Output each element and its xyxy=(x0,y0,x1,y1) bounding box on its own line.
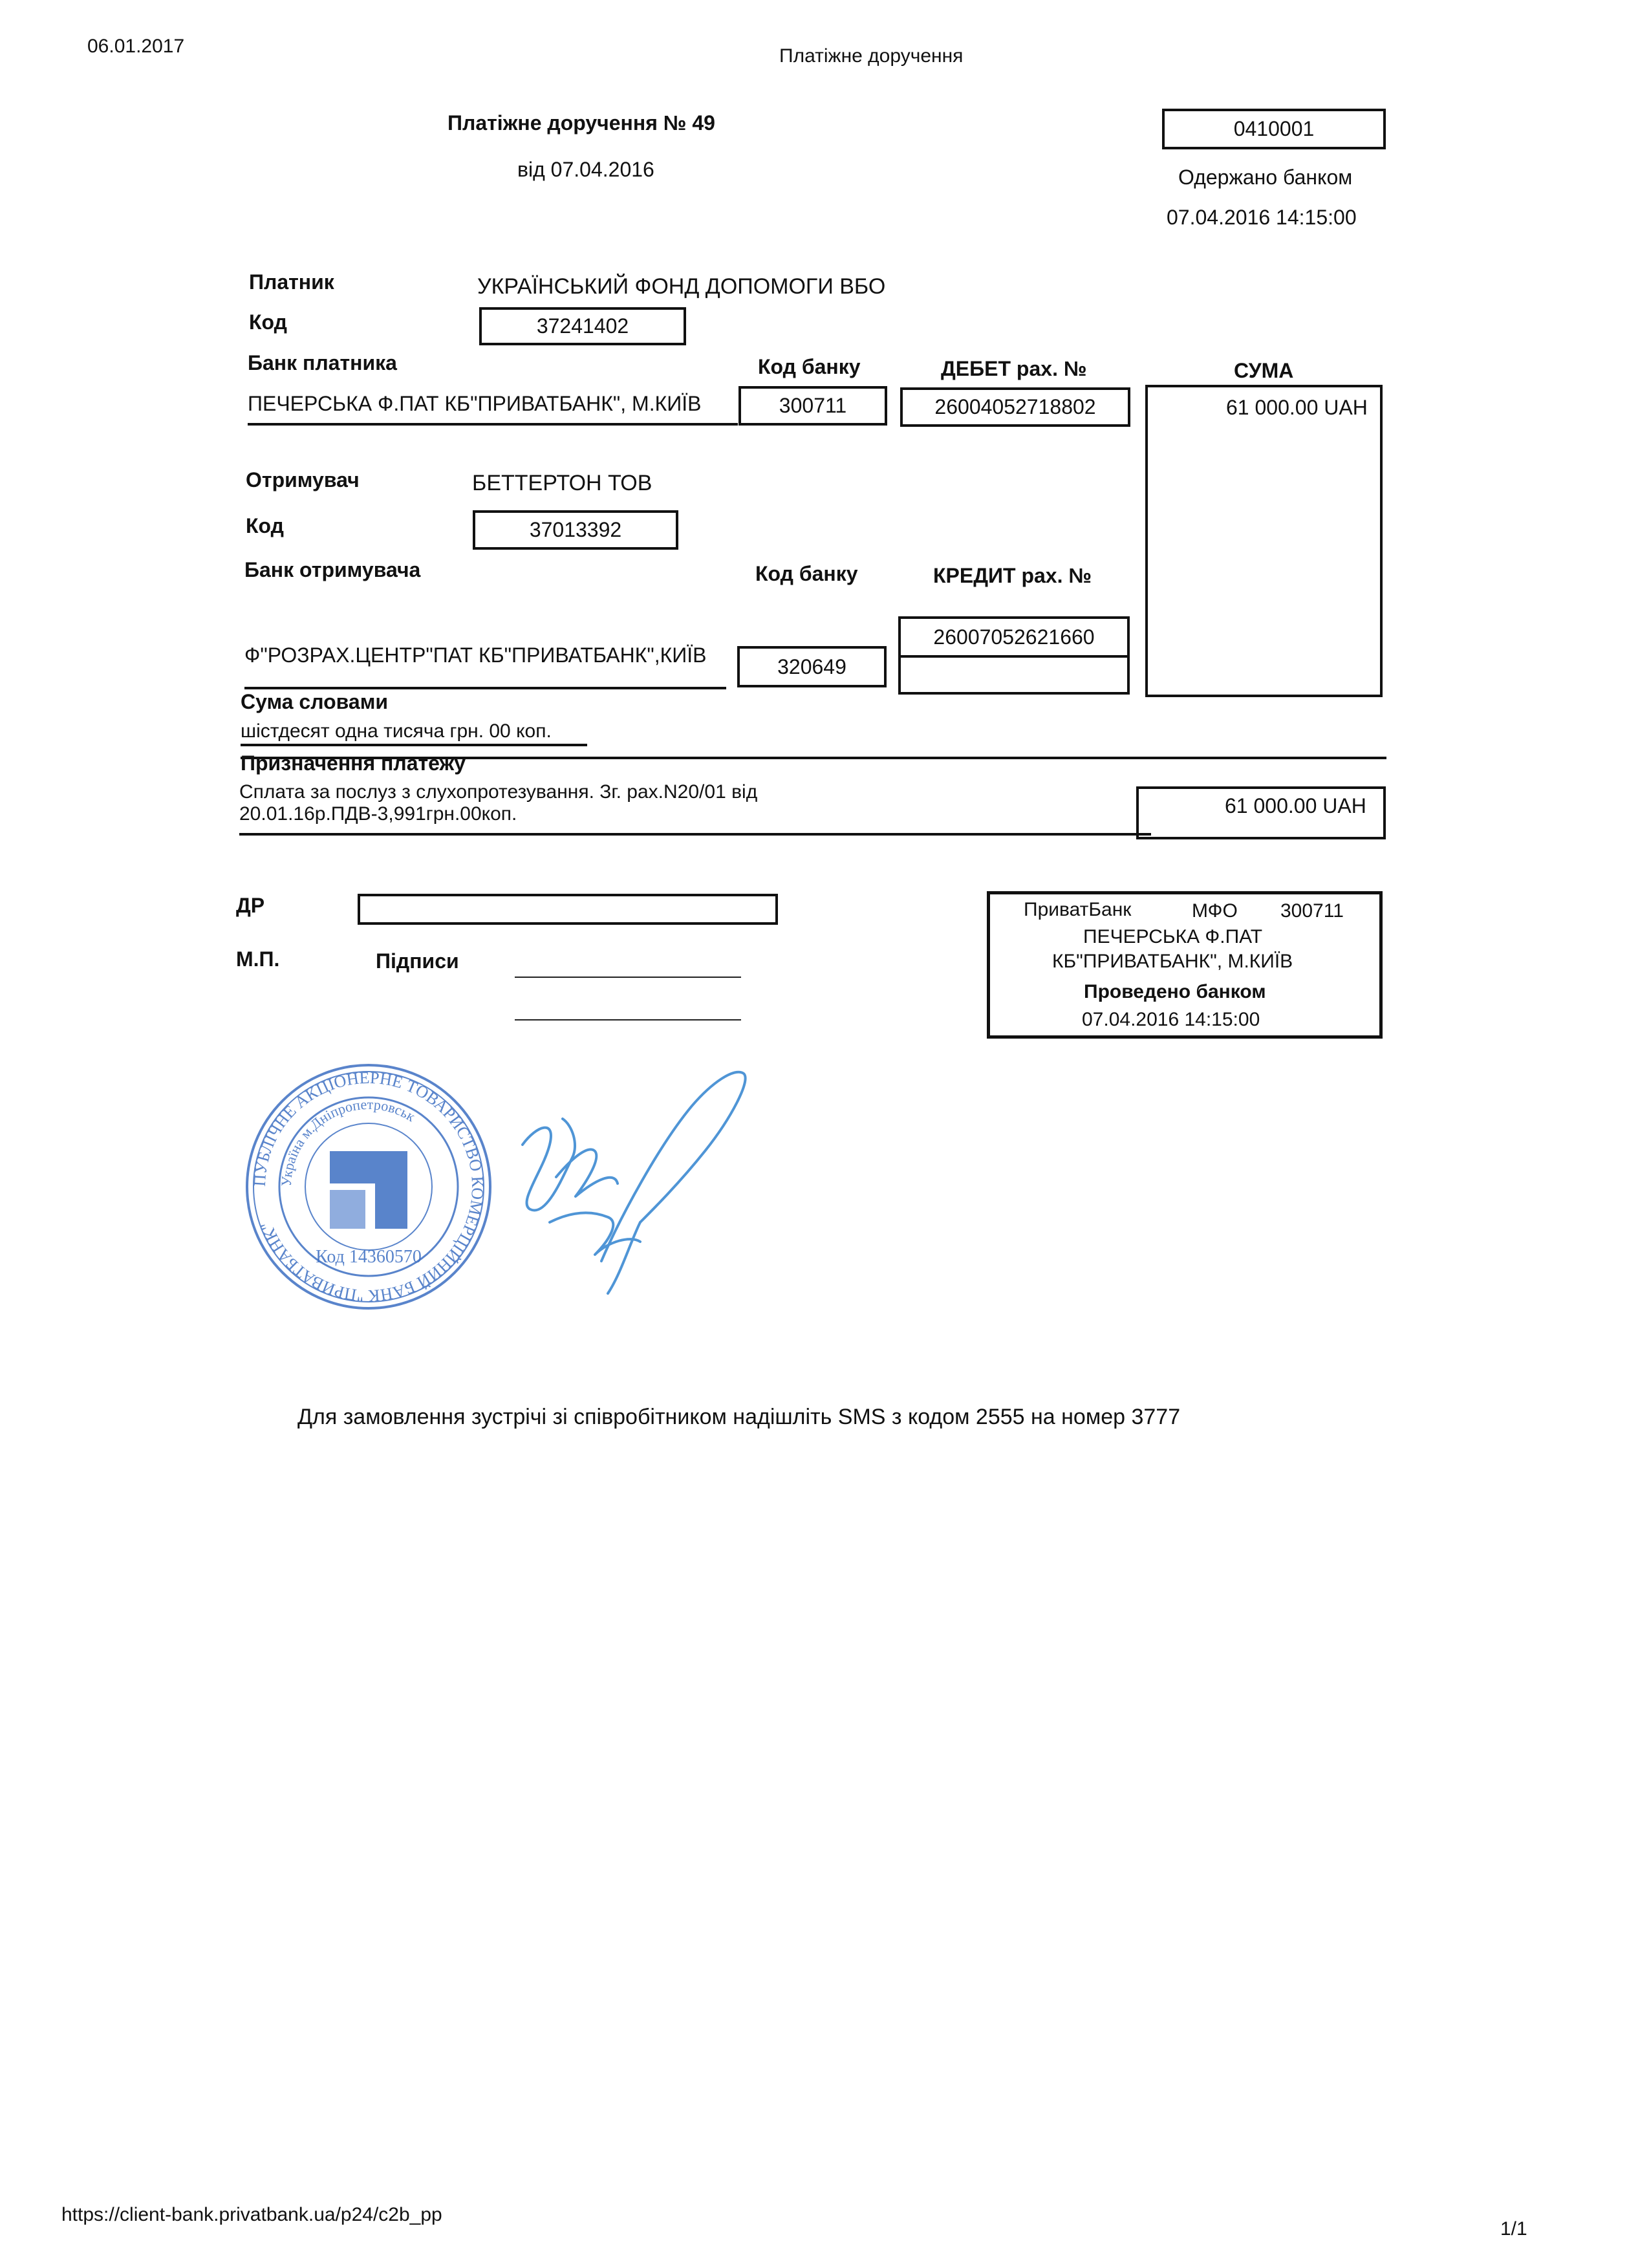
recipient-code-label: Код xyxy=(246,514,284,537)
credit-account-extra-box xyxy=(898,655,1130,695)
payer-bank-code-box xyxy=(738,386,887,426)
payer-name: УКРАЇНСЬКИЙ ФОНД ДОПОМОГИ ВБО xyxy=(477,274,886,299)
payer-bank-underline xyxy=(248,423,738,426)
company-seal-stamp xyxy=(233,1054,504,1319)
document-date: від 07.04.2016 xyxy=(517,158,654,181)
payer-code-box xyxy=(479,307,686,345)
seal-place-label: М.П. xyxy=(236,947,280,971)
seal-inner-text: Україна м.Дніпропетровськ xyxy=(277,1096,418,1187)
recipient-code-box xyxy=(473,510,678,550)
privatbank-logo-icon xyxy=(330,1151,407,1229)
dr-label: ДР xyxy=(236,894,265,917)
credit-account-box xyxy=(898,616,1130,658)
received-label: Одержано банком xyxy=(1178,166,1353,189)
payer-bank-label: Банк платника xyxy=(248,351,397,374)
page-count: 1/1 xyxy=(1500,2218,1527,2240)
purpose-label: Призначення платежу xyxy=(241,751,466,775)
recipient-label: Отримувач xyxy=(246,468,360,491)
debit-account-box xyxy=(900,387,1130,427)
payer-label: Платник xyxy=(249,270,334,294)
debit-account: 26004052718802 xyxy=(934,395,1096,418)
payer-bank-name: ПЕЧЕРСЬКА Ф.ПАТ КБ"ПРИВАТБАНК", М.КИЇВ xyxy=(248,392,702,415)
recipient-bank-code-box xyxy=(737,646,887,687)
signature-line-2 xyxy=(515,1019,741,1021)
credit-account: 26007052621660 xyxy=(933,625,1095,649)
recipient-bank-label: Банк отримувача xyxy=(244,558,421,581)
amount-box xyxy=(1145,385,1383,697)
dr-field xyxy=(358,894,778,925)
signatures-label: Підписи xyxy=(376,949,459,973)
sms-note: Для замовлення зустрічі зі співробітником надішліть SMS з кодом 2555 на номер 3777 xyxy=(297,1405,1181,1429)
recipient-bank-code-label: Код банку xyxy=(755,562,858,585)
page-header-title: Платіжне доручення xyxy=(779,45,964,67)
credit-account-label: КРЕДИТ рах. № xyxy=(933,564,1092,587)
form-code: 0410001 xyxy=(1233,117,1315,140)
recipient-name: БЕТТЕРТОН ТОВ xyxy=(472,471,652,495)
stamp-datetime: 07.04.2016 14:15:00 xyxy=(1082,1009,1260,1030)
purpose-bottom-line xyxy=(239,833,1151,836)
recipient-bank-code: 320649 xyxy=(777,654,846,678)
stamp-mfo-code: 300711 xyxy=(1280,900,1344,922)
document-title: Платіжне доручення № 49 xyxy=(447,111,715,135)
stamp-bank-line-1: ПЕЧЕРСЬКА Ф.ПАТ xyxy=(1083,926,1263,947)
debit-account-label: ДЕБЕТ рах. № xyxy=(941,357,1087,380)
stamp-mfo-label: МФО xyxy=(1192,900,1238,922)
amount-words-label: Сума словами xyxy=(241,690,389,713)
print-date: 06.01.2017 xyxy=(87,36,185,57)
handwritten-signature xyxy=(511,1048,757,1319)
payer-bank-code-label: Код банку xyxy=(758,355,861,378)
recipient-code: 37013392 xyxy=(529,518,622,541)
seal-code: Код 14360570 xyxy=(316,1247,422,1267)
stamp-status: Проведено банком xyxy=(1084,981,1266,1002)
payer-code-label: Код xyxy=(249,310,287,334)
purpose-amount: 61 000.00 UAH xyxy=(1225,794,1366,817)
purpose-line-1: Сплата за послуз з слухопротезування. Зг. рах.N20/01 від xyxy=(239,781,758,803)
amount-value: 61 000.00 UAH xyxy=(1226,396,1368,419)
purpose-line-2: 20.01.16р.ПДВ-3,991грн.00коп. xyxy=(239,803,517,825)
recipient-bank-underline xyxy=(244,687,726,689)
form-code-box xyxy=(1162,109,1386,149)
amount-words-underline xyxy=(241,744,587,746)
stamp-bank-name: ПриватБанк xyxy=(1024,899,1132,920)
signature-line-1 xyxy=(515,977,741,978)
received-datetime: 07.04.2016 14:15:00 xyxy=(1167,206,1357,229)
seal-outer-text: ПУБЛІЧНЕ АКЦІОНЕРНЕ ТОВАРИСТВО КОМЕРЦІЙНИЙ БАНК "ПРИВАТБАНК" xyxy=(250,1068,488,1306)
page-url[interactable]: https://client-bank.privatbank.ua/p24/c2b_pp xyxy=(61,2204,442,2225)
amount-words: шістдесят одна тисяча грн. 00 коп. xyxy=(241,720,552,742)
recipient-bank-name: Ф"РОЗРАХ.ЦЕНТР"ПАТ КБ"ПРИВАТБАНК",КИЇВ xyxy=(244,643,707,667)
payer-code: 37241402 xyxy=(536,314,629,338)
stamp-bank-line-2: КБ"ПРИВАТБАНК", М.КИЇВ xyxy=(1052,951,1293,972)
amount-label: СУМА xyxy=(1234,359,1294,382)
payer-bank-code: 300711 xyxy=(779,394,847,417)
